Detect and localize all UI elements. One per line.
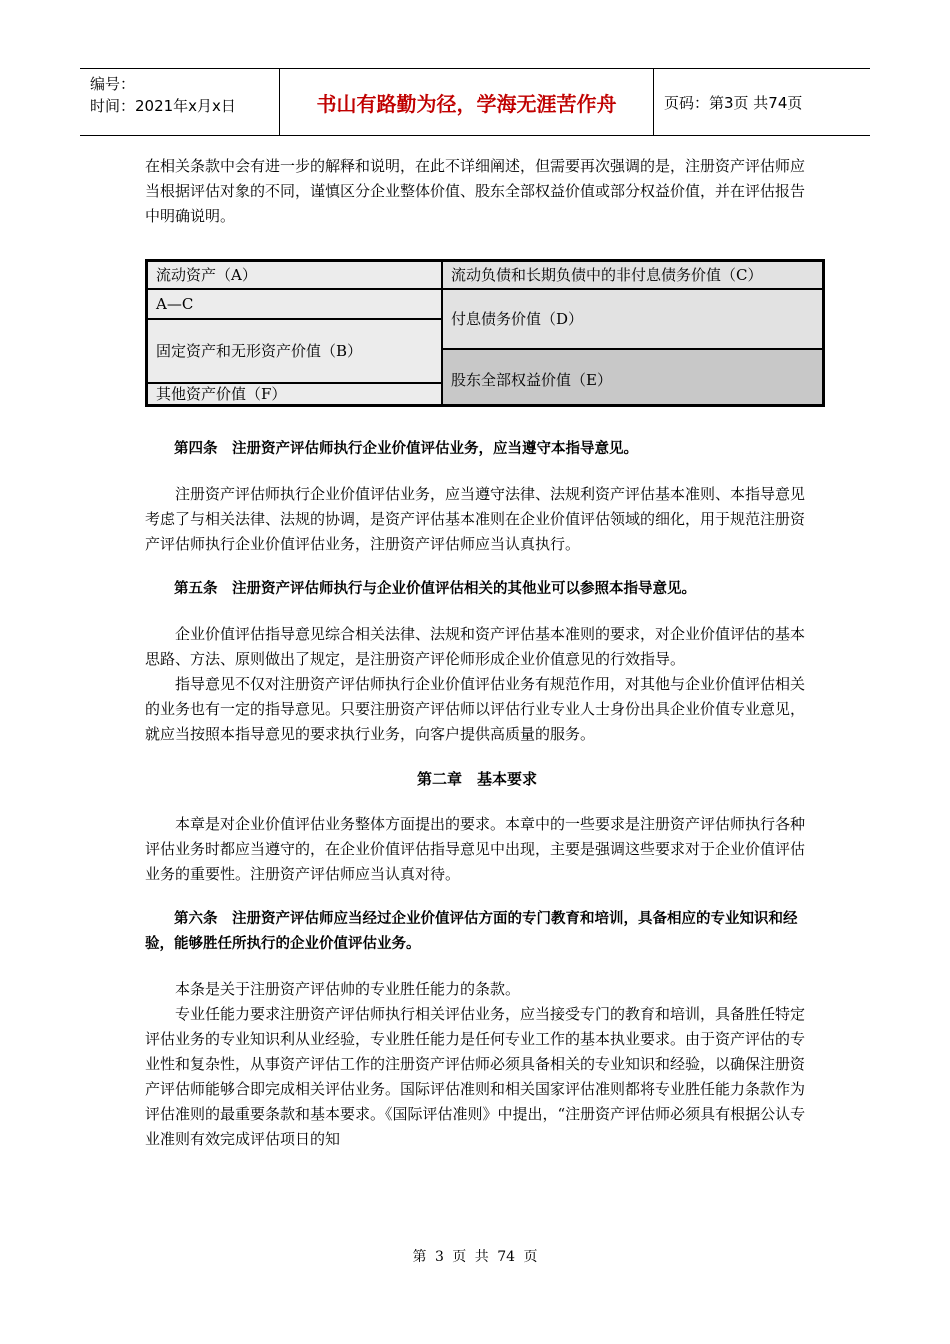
article-4-body: 注册资产评估师执行企业价值评估业务，应当遵守法律、法规利资产评估基本准则、本指导意见考虑了与相关法律、法规的协调，是资产评估基本准则在企业价值评估领域的细化，用于规范注册资产评估师执行企业价值评估业务，注册资产评估师应当认真执行。: [145, 485, 806, 553]
table-cell-fixed-intangible-assets: 固定资产和无形资产价值（B）: [147, 319, 442, 383]
article-5-title: 第五条 注册资产评估师执行与企业价值评估相关的其他业可以参照本指导意见。: [174, 581, 696, 597]
page-footer: 第 3 页 共 74 页: [412, 1249, 538, 1265]
article-6-body-2: 专业任能力要求注册资产评估师执行相关评估业务，应当接受专门的教育和培训，具备胜任特定评估业务的专业知识利从业经验，专业胜任能力是任何专业工作的基本执业要求。由于资产评估的专业性和复杂性，从事资产评估工作的注册资产评估师必须具备相关的专业知识和经验，以确保注册资产评估师能够合即完成相关评估业务。国际评估准则和相关国家评估准则都将专业胜任能力条款作为评估准则的最重要条款和基本要求。《国际评估准则》中提出，“注册资产评估师必须具有根据公认专业准则有效完成评估项日的知: [145, 1005, 806, 1148]
article-5-body-1: 企业价值评估指导意见综合相关法律、法规和资产评估基本准则的要求，对企业价值评估的基本思路、方法、原则做出了规定，是注册资产评伦师形成企业价值意见的行效指导。: [145, 625, 806, 668]
page-header: [80, 68, 870, 136]
article-6-title: 第六条 注册资产评估师应当经过企业价值评估方面的专门教育和培训，具备相应的专业知识和经验，能够胜任所执行的企业价值评估业务。: [145, 911, 798, 952]
intro-paragraph: 在相关条款中会有进一步的解释和说明，在此不详细阐述，但需要再次强调的是，注册资产评估师应当根据评估对象的不同，谨慎区分企业整体价值、股东全部权益价值或部分权益价值，并在评估报告中明确说明。: [145, 157, 806, 225]
table-cell-current-assets: 流动资产（A）: [147, 261, 442, 289]
table-cell-a-minus-c: A—C: [147, 289, 442, 319]
chapter-2-heading: 第二章 基本要求: [416, 770, 537, 788]
balance-sheet-diagram: [145, 259, 825, 407]
article-5-body-2: 指导意见不仅对注册资产评估师执行企业价值评估业务有规范作用，对其他与企业价值评估相关的业务也有一定的指导意见。只要注册资产评估师以评估行业专业人士身份出具企业价值专业意见，就应当按照本指导意见的要求执行业务，向客户提供高质量的服务。: [145, 675, 806, 743]
table-cell-interest-bearing-debt: 付息债务价值（D）: [442, 289, 823, 349]
chapter-2-body: 本章是对企业价值评估业务整体方面提出的要求。本章中的一些要求是注册资产评估师执行各种评估业务时都应当遵守的，在企业价值评估指导意见中出现，主要是强调这些要求对于企业价值评估业务的重要性。注册资产评估师应当认真对待。: [145, 815, 806, 883]
table-cell-shareholder-equity: 股东全部权益价值（E）: [442, 349, 823, 405]
header-motto: 书山有路勤为径，学海无涯苦作舟: [280, 69, 654, 135]
header-page-info: 页码：第3页 共74页: [664, 93, 803, 112]
article-6-body-1: 本条是关于注册资产评估帅的专业胜任能力的条款。: [175, 980, 521, 998]
document-body: [145, 154, 809, 1152]
table-cell-other-assets: 其他资产价值（F）: [147, 383, 442, 405]
document-time-label: 时间：2021年x月x日: [90, 97, 236, 115]
document-number-label: 编号：: [90, 75, 136, 93]
header-meta: [80, 69, 280, 135]
table-cell-non-interest-liabilities: 流动负债和长期负债中的非付息债务价值（C）: [442, 261, 823, 289]
article-4-title: 第四条 注册资产评估师执行企业价值评估业务，应当遵守本指导意见。: [174, 441, 638, 457]
